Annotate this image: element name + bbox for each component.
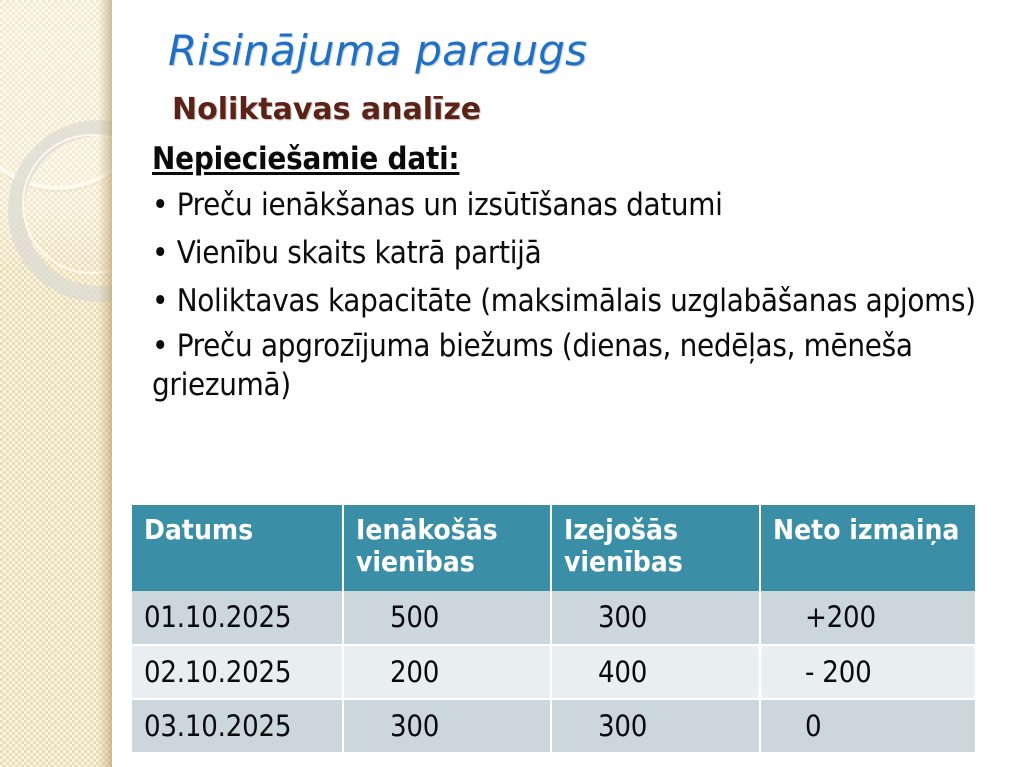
cell-datums: 01.10.2025 xyxy=(132,591,343,645)
column-header-neto-izmaina[interactable]: Neto izmaiņa xyxy=(760,505,975,591)
cell-datums: 03.10.2025 xyxy=(132,699,343,753)
lead-heading: Nepieciešamie dati: xyxy=(152,141,460,177)
bullet-item: • Preču apgrozījuma biežums (dienas, nedēļas, mēneša griezumā) xyxy=(152,327,922,403)
page-title: Risinājuma paraugs xyxy=(168,26,588,75)
bullet-item: • Noliktavas kapacitāte (maksimālais uzglabāšanas apjoms) xyxy=(152,282,976,319)
cell-ienakosas: 500 xyxy=(343,591,551,645)
table-header xyxy=(132,505,975,591)
cell-ienakosas: 200 xyxy=(343,645,551,699)
cell-izejosas: 400 xyxy=(551,645,760,699)
column-header-datums[interactable]: Datums xyxy=(132,505,343,591)
cell-ienakosas: 300 xyxy=(343,699,551,753)
page-subtitle: Noliktavas analīze xyxy=(172,92,482,127)
table-body xyxy=(132,591,975,753)
cell-neto: - 200 xyxy=(760,645,975,699)
cell-neto: 0 xyxy=(760,699,975,753)
cell-izejosas: 300 xyxy=(551,699,760,753)
bullet-item: • Vienību skaits katrā partijā xyxy=(152,234,542,271)
column-header-izejosas-vienibas[interactable]: Izejošās vienības xyxy=(551,505,760,591)
cell-neto: +200 xyxy=(760,591,975,645)
warehouse-data-table xyxy=(132,505,975,754)
cell-izejosas: 300 xyxy=(551,591,760,645)
body-content xyxy=(152,142,990,405)
sidebar-edge-shadow xyxy=(98,0,112,767)
decorative-sidebar xyxy=(0,0,112,767)
cell-datums: 02.10.2025 xyxy=(132,645,343,699)
bullet-item: • Preču ienākšanas un izsūtīšanas datumi xyxy=(152,186,723,223)
table-header-row xyxy=(132,505,975,591)
table-row xyxy=(132,591,975,645)
table-row xyxy=(132,699,975,753)
column-header-ienakosas-vienibas[interactable]: Ienākošās vienības xyxy=(343,505,551,591)
table-row xyxy=(132,645,975,699)
